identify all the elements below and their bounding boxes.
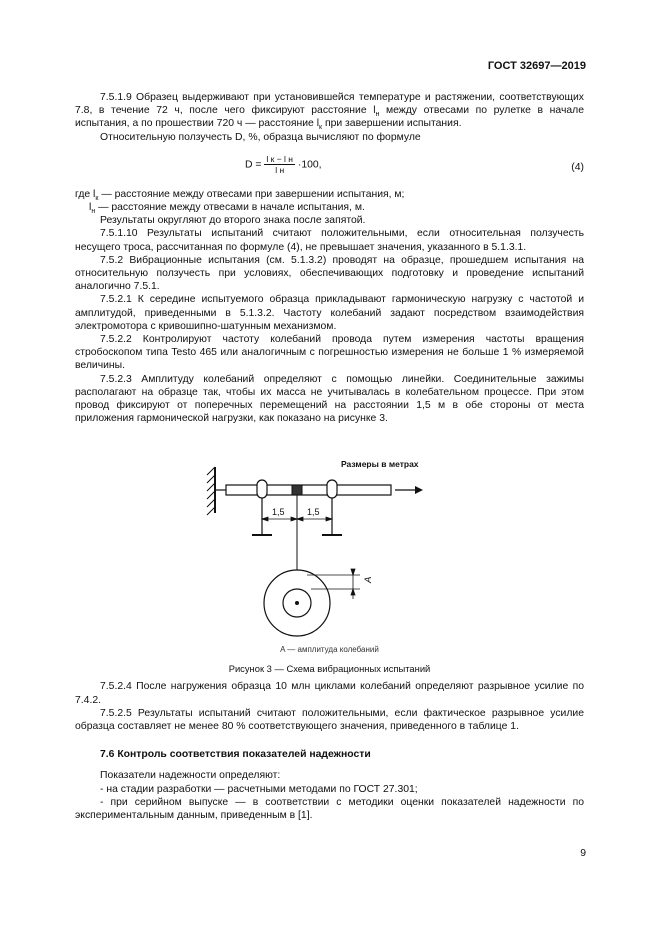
- amplitude-symbol: A: [363, 577, 374, 584]
- formula-fraction: $\frac{\text{l к − l н}}{\text{l н}}$: [266, 153, 293, 175]
- list-item: - на стадии разработки — расчетными методами по ГОСТ 27.301;: [100, 783, 418, 795]
- vibration-test-diagram: [75, 435, 584, 640]
- paragraph-7-5-1-10: 7.5.1.10 Результаты испытаний считают положительными, если относительная ползучесть несущего троса, рассчитанная по формуле (4), не превышает значения, указанного в 5.1.3.1.: [75, 228, 584, 253]
- figure-legend: A — амплитуда колебаний: [280, 645, 379, 655]
- dimension-left-label: 1,5: [272, 507, 285, 518]
- dimension-right-label: 1,5: [307, 507, 320, 518]
- paragraph-7-5-2-4: 7.5.2.4 После нагружения образца 10 млн циклами колебаний определяют разрывное усилие по 7.4.2.: [75, 681, 584, 706]
- paragraph-rounding: Результаты округляют до второго знака после запятой.: [100, 215, 366, 227]
- where-clause-ln: $l_н$ — расстояние между отвесами в начале испытания, м.: [89, 202, 365, 216]
- list-item: - при серийном выпуске — в соответствии с методики оценки показателей надежности по экспериментальным данным, приведенным в [1].: [75, 796, 584, 822]
- fixed-wall: [207, 467, 215, 515]
- load-point: [292, 485, 302, 495]
- paragraph-7-5-2-5: 7.5.2.5 Результаты испытаний считают положительными, если фактическое разрывное усилие образца составляет не менее 80 % соответствующего значения, приведенного в таблице 1.: [75, 707, 584, 733]
- equation-number: (4): [571, 161, 584, 173]
- paragraph-7-5-2-1: 7.5.2.1 К середине испытуемого образца прикладывают гармоническую нагрузку с частотой и амплитудой, приведенными в 5.1.3.2. Частоту колебаний задают посредством взаимодействия электромотора с кривошипно-шатунным механизмом.: [75, 294, 584, 332]
- figure-3: [75, 435, 584, 675]
- formula-4: [75, 150, 584, 184]
- formula-expression: D = $\frac{\text{l к − l н}}{\text{l н}}$ ·100,: [245, 153, 322, 175]
- paragraph-7-5-2-2: 7.5.2.2 Контролируют частоту колебаний провода путем измерения частоты вращения стробоскопом типа Testo 465 или аналогичным с погрешностью измерения не больше 1 % измеряемой величины.: [75, 334, 584, 372]
- paragraph-relative-creep: Относительную ползучесть D, %, образца вычисляют по формуле: [100, 131, 421, 143]
- paragraph-7-5-1-9: 7.5.1.9 Образец выдерживают при установившейся температуре и растяжении, соответствующих 7.8, в течение 72 ч, после чего фиксируют расстояние $l_н$ между отвесами по рулетке в начале испытания, а по прошествии 720 ч — расстояние $l_к$ при завершении испытания.: [75, 92, 585, 132]
- cable-sample: [226, 485, 391, 495]
- page-content: [75, 91, 584, 822]
- paragraph-reliability-intro: Показатели надежности определяют:: [100, 770, 281, 782]
- figure-caption: Рисунок 3 — Схема вибрационных испытаний: [228, 663, 431, 675]
- paragraph-7-5-2: 7.5.2 Вибрационные испытания (см. 5.1.3.2) проводят на образце, прошедшем испытания на относительную ползучесть при условиях, обеспечивающих подготовку и проведение испытаний аналогично 7.5.1.: [75, 254, 584, 293]
- where-clause-lk: где $l_к$ — расстояние между отвесами при завершении испытания, м;: [75, 188, 405, 202]
- document-code: ГОСТ 32697—2019: [487, 60, 586, 72]
- dimensions-label: Размеры в метрах: [341, 459, 419, 470]
- page-number: 9: [580, 848, 586, 859]
- paragraph-7-5-2-3: 7.5.2.3 Амплитуду колебаний определяют с помощью линейки. Соединительные зажимы располагают на образце так, чтобы их масса не учитывалась в колебательном процессе. При этом провод фиксируют от поперечных перемещений на расстоянии 1,5 м в обе стороны от места приложения гармонической нагрузки, как показано на рисунке 3.: [75, 373, 584, 425]
- section-title: 7.6 Контроль соответствия показателей надежности: [100, 749, 371, 761]
